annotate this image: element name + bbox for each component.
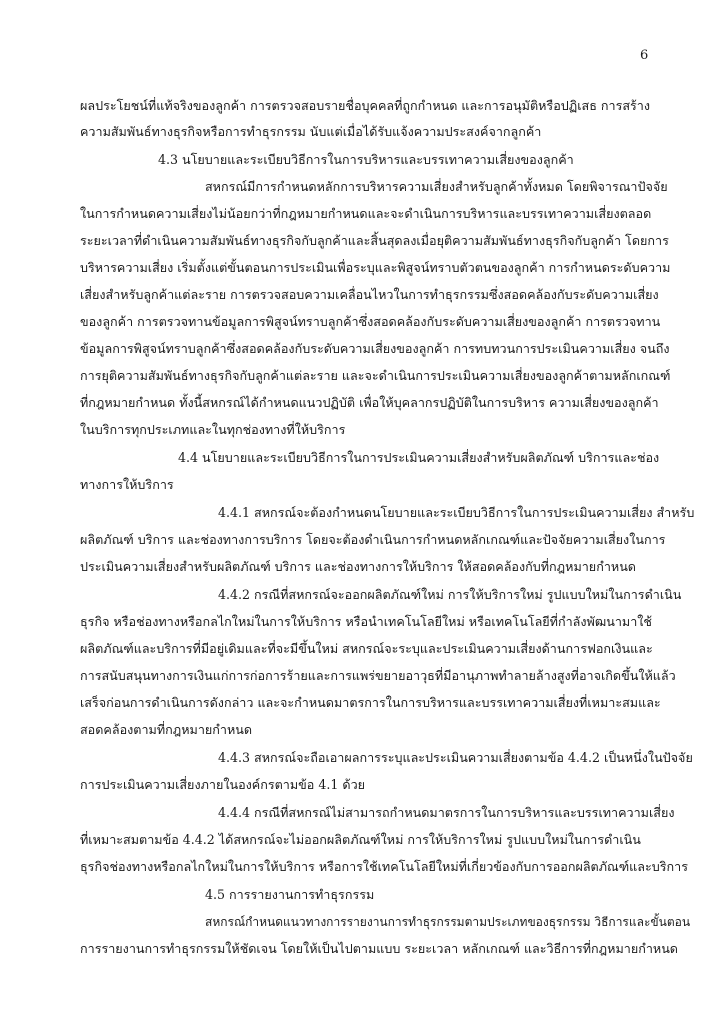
text-line: ที่เหมาะสมตามข้อ 4.4.2 ได้สหกรณ์จะไม่ออกผลิตภัณฑ์ใหม่ การให้บริการใหม่ รูปแบบใหม่ในการดำเนิน — [80, 832, 641, 847]
section-heading-4-4: 4.4 นโยบายและระเบียบวิธีการในการประเมินความเสี่ยงสำหรับผลิตภัณฑ์ บริการและช่อง — [178, 450, 660, 465]
text-line: บริหารความเสี่ยง เริ่มตั้งแต่ขั้นตอนการประเมินเพื่อระบุและพิสูจน์ทราบตัวตนของลูกค้า การกำหนดระดับความ — [80, 260, 671, 275]
text-line: ระยะเวลาที่ดำเนินความสัมพันธ์ทางธุรกิจกับลูกค้าและสิ้นสุดลงเมื่อยุติความสัมพันธ์ทางธุรกิจกับลูกค้า โดยการ — [80, 233, 669, 248]
text-line: เสร็จก่อนการดำเนินการดังกล่าว และจะกำหนดมาตรการในการบริหารและบรรเทาความเสี่ยงที่เหมาะสมและ — [80, 695, 661, 710]
subsection-4-4-2: 4.4.2 กรณีที่สหกรณ์จะออกผลิตภัณฑ์ใหม่ การให้บริการใหม่ รูปแบบใหม่ในการดำเนิน — [218, 587, 682, 602]
text-line: การยุติความสัมพันธ์ทางธุรกิจกับลูกค้าแต่ละราย และจะดำเนินการประเมินความเสี่ยงของลูกค้าตามหลักเกณฑ์ — [80, 368, 671, 383]
section-heading-4-3: 4.3 นโยบายและระเบียบวิธีการในการบริหารและบรรเทาความเสี่ยงของลูกค้า — [158, 152, 574, 167]
text-line: ผลิตภัณฑ์และบริการที่มีอยู่เดิมและที่จะมีขึ้นใหม่ สหกรณ์จะระบุและประเมินความเสี่ยงด้านการฟอกเงินและ — [80, 641, 653, 656]
text-line: ผลิตภัณฑ์ บริการ และช่องทางการบริการ โดยจะต้องดำเนินการกำหนดหลักเกณฑ์และปัจจัยความเสี่ยงในการ — [80, 532, 666, 547]
text-line: ธุรกิจ หรือช่องทางหรือกลไกใหม่ในการให้บริการ หรือนำเทคโนโลยีใหม่ หรือเทคโนโลยีที่กำลังพัฒนามาใช้ — [80, 614, 652, 629]
text-line: ที่กฎหมายกำหนด ทั้งนี้สหกรณ์ได้กำหนดแนวปฏิบัติ เพื่อให้บุคลากรปฏิบัติในการบริหาร ความเสี่ยงของลูกค้า — [80, 395, 659, 410]
text-line: การสนับสนุนทางการเงินแก่การก่อการร้ายและการแพร่ขยายอาวุธที่มีอานุภาพทำลายล้างสูงที่อาจเกิดขึ้นให้แล้ว — [80, 668, 676, 683]
subsection-4-4-1: 4.4.1 สหกรณ์จะต้องกำหนดนโยบายและระเบียบวิธีการในการประเมินความเสี่ยง สำหรับ — [218, 505, 695, 520]
text-line: ประเมินความเสี่ยงสำหรับผลิตภัณฑ์ บริการ และช่องทางการให้บริการ ให้สอดคล้องกับที่กฎหมายกำหนด — [80, 559, 636, 574]
text-line: ผลประโยชน์ที่แท้จริงของลูกค้า การตรวจสอบรายชื่อบุคคลที่ถูกกำหนด และการอนุมัติหรือปฏิเสธ การสร้าง — [80, 98, 651, 113]
text-line: ในบริการทุกประเภทและในทุกช่องทางที่ให้บริการ — [80, 422, 346, 437]
text-line: ข้อมูลการพิสูจน์ทราบลูกค้าซึ่งสอดคล้องกับระดับความเสี่ยงของลูกค้า การทบทวนการประเมินความเสี่ยง จนถึง — [80, 341, 670, 356]
text-line: สหกรณ์กำหนดแนวทางการรายงานการทำธุรกรรมตามประเภทของธุรกรรม วิธีการและขั้นตอน — [205, 915, 691, 929]
text-line: ในการกำหนดความเสี่ยงไม่น้อยกว่าที่กฎหมายกำหนดและจะดำเนินการบริหารและบรรเทาความเสี่ยงตลอด — [80, 206, 652, 221]
text-line: สหกรณ์มีการกำหนดหลักการบริหารความเสี่ยงสำหรับลูกค้าทั้งหมด โดยพิจารณาปัจจัย — [205, 179, 668, 194]
subsection-4-4-3: 4.4.3 สหกรณ์จะถือเอาผลการระบุและประเมินความเสี่ยงตามข้อ 4.4.2 เป็นหนึ่งในปัจจัย — [218, 750, 693, 765]
text-line: เสี่ยงสำหรับลูกค้าแต่ละราย การตรวจสอบความเคลื่อนไหวในการทำธุรกรรมซึ่งสอดคล้องกับระดับความเสี่ยง — [80, 287, 659, 302]
page-number: 6 — [640, 48, 649, 63]
text-line: การรายงานการทำธุรกรรมให้ชัดเจน โดยให้เป็นไปตามแบบ ระยะเวลา หลักเกณฑ์ และวิธีการที่กฎหมายกำหนด — [80, 941, 678, 956]
text-line: ของลูกค้า การตรวจทานข้อมูลการพิสูจน์ทราบลูกค้าซึ่งสอดคล้องกับระดับความเสี่ยงของลูกค้า การตรวจทาน — [80, 314, 661, 329]
text-line: ธุรกิจช่องทางหรือกลไกใหม่ในการให้บริการ หรือการใช้เทคโนโลยีใหม่ที่เกี่ยวข้องกับการออกผลิตภัณฑ์และบริการ — [80, 859, 688, 874]
section-heading-4-5: 4.5 การรายงานการทำธุรกรรม — [205, 887, 375, 902]
text-line: ความสัมพันธ์ทางธุรกิจหรือการทำธุรกรรม นับแต่เมื่อได้รับแจ้งความประสงค์จากลูกค้า — [80, 124, 542, 139]
text-line: ทางการให้บริการ — [80, 477, 174, 492]
text-line: สอดคล้องตามที่กฎหมายกำหนด — [80, 722, 253, 737]
subsection-4-4-4: 4.4.4 กรณีที่สหกรณ์ไม่สามารถกำหนดมาตรการในการบริหารและบรรเทาความเสี่ยง — [218, 805, 675, 820]
text-line: การประเมินความเสี่ยงภายในองค์กรตามข้อ 4.1 ด้วย — [80, 777, 366, 792]
